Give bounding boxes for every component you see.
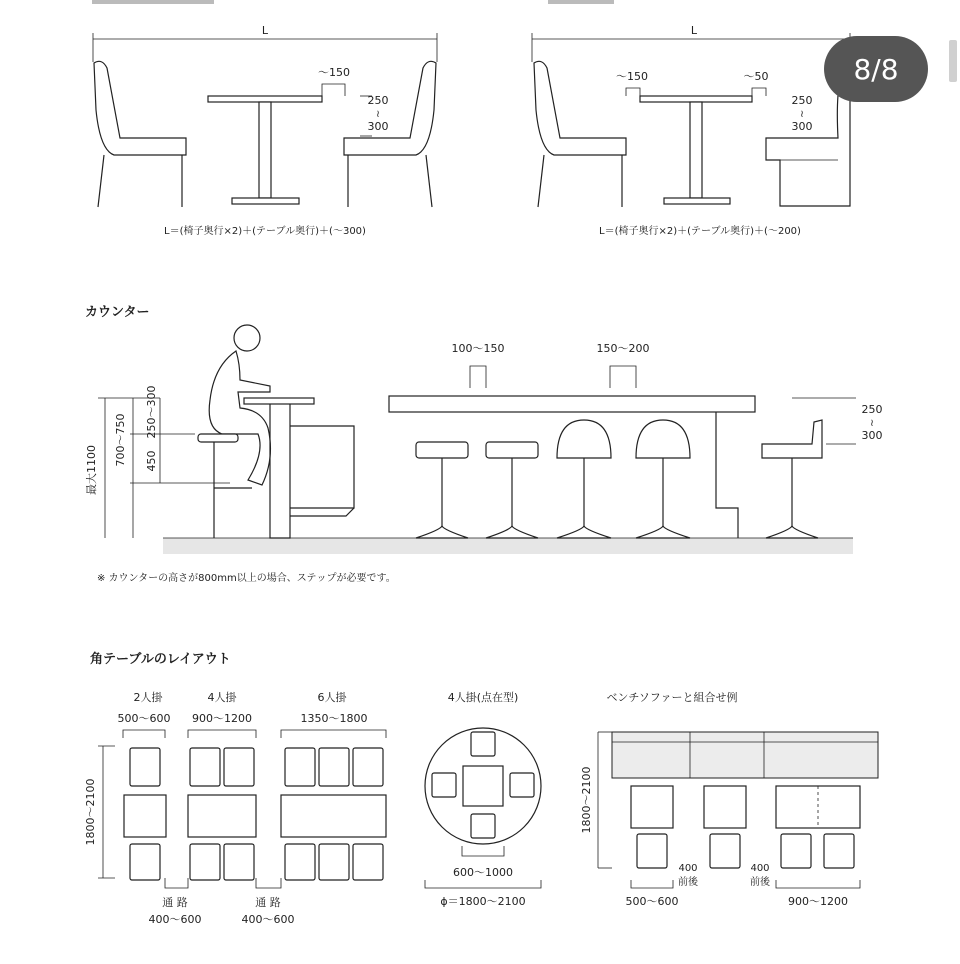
counter-cabinet [290, 426, 354, 508]
bar-stool-1 [416, 442, 468, 458]
gap-dim-1 [470, 366, 486, 388]
bar-stool-back [762, 420, 822, 458]
aisle-width-2: 400〜600 [241, 913, 295, 926]
bench-table-2 [704, 786, 746, 828]
top-right-table-diagram [532, 24, 850, 237]
dot-table [463, 766, 503, 806]
dim-6 [281, 730, 386, 738]
seat [285, 844, 315, 880]
seat [353, 748, 383, 786]
col-4-width: 900〜1200 [192, 712, 252, 725]
col-6-label: 6人掛 [317, 691, 347, 704]
chair-left [94, 61, 186, 155]
bench-gap-2a: 400 [750, 863, 770, 874]
col-2-label: 2人掛 [133, 691, 163, 704]
col-6-width: 1350〜1800 [300, 712, 368, 725]
formula-right: L＝(椅子奥行×2)＋(テーブル奥行)＋(〜200) [599, 226, 801, 237]
table-pedestal [259, 102, 271, 198]
gap-dim-50 [752, 88, 766, 96]
seat [781, 834, 811, 868]
chair-right [344, 61, 436, 155]
counter-section [84, 305, 883, 584]
floor [163, 538, 853, 554]
height-label-250: 250 [367, 94, 389, 107]
chair-left [534, 61, 626, 155]
stool-base [557, 526, 611, 538]
bench-gap-1b: 前後 [678, 877, 698, 888]
counter-title: カウンター [85, 305, 150, 320]
aisle-width-1: 400〜600 [148, 913, 202, 926]
gap-label-left: 〜150 [616, 70, 648, 83]
table-top [208, 96, 322, 102]
table-base [232, 198, 299, 204]
bench-w1-dim [631, 880, 673, 888]
seat [285, 748, 315, 786]
chair-leg [98, 155, 104, 207]
counter-step [290, 508, 354, 516]
seat [319, 748, 349, 786]
formula-left: L＝(椅子奥行×2)＋(テーブル奥行)＋(〜300) [164, 226, 366, 237]
seat [130, 748, 160, 786]
seat [710, 834, 740, 868]
table-pedestal [690, 102, 702, 198]
person-head [234, 325, 260, 351]
height-label-300: 300 [367, 120, 389, 133]
tilde-mark: ≀ [870, 418, 874, 429]
table-top [640, 96, 752, 102]
top-left-table-diagram [93, 24, 437, 237]
dot-inner-label: 600〜1000 [453, 866, 513, 879]
col-4-label: 4人掛 [207, 691, 237, 704]
chair-leg [538, 155, 544, 207]
cropped-heading-left [92, 0, 214, 4]
seat-range-label: 700〜750 [114, 413, 127, 467]
foot-height-label: 450 [145, 450, 158, 472]
table-base [664, 198, 730, 204]
counter-leg [716, 412, 738, 538]
bar-stool-3 [557, 420, 611, 458]
gap-label-1: 100〜150 [451, 342, 505, 355]
bench-width-2: 900〜1200 [788, 895, 848, 908]
chair-leg [426, 155, 432, 207]
aisle-label-2: 通 路 [255, 896, 281, 909]
dim-L-label-right: L [690, 24, 698, 37]
cropped-heading-right [548, 0, 614, 4]
table-2 [124, 795, 166, 837]
dim-2 [123, 730, 165, 738]
scrollbar-thumb[interactable] [949, 40, 957, 82]
seated-person [209, 325, 270, 485]
seat [637, 834, 667, 868]
dot-outer-dim [425, 880, 541, 888]
table-6 [281, 795, 386, 837]
stool-base [486, 526, 538, 538]
height-label-250: 250 [791, 94, 813, 107]
dim-4 [188, 730, 256, 738]
seat [471, 814, 495, 838]
stool-base [766, 526, 818, 538]
aisle-label-1: 通 路 [162, 896, 188, 909]
dim-L-label: L [261, 24, 269, 37]
gap-label: 〜150 [318, 66, 350, 79]
seat [824, 834, 854, 868]
bench-w2-dim [776, 880, 860, 888]
dot-inner-dim [462, 846, 504, 856]
max-height-label: 最大1100 [85, 445, 98, 495]
dot-layout-label: 4人掛(点在型) [447, 691, 519, 704]
counter-post [270, 404, 290, 538]
counter-top-main [389, 396, 755, 412]
gap-dim-150 [626, 88, 640, 96]
tilde-mark: ≀ [376, 109, 380, 120]
bench-height-label: 1800〜2100 [580, 766, 593, 834]
right-height-250: 250 [861, 403, 883, 416]
dot-outer-label: ϕ＝1800〜2100 [440, 895, 526, 908]
aisle-dim-1 [165, 878, 188, 888]
seat [432, 773, 456, 797]
person-body [209, 351, 270, 485]
right-height-300: 300 [861, 429, 883, 442]
layout-height: 1800〜2100 [84, 778, 97, 846]
bench-gap-1a: 400 [678, 863, 698, 874]
gap-label-2: 150〜200 [596, 342, 650, 355]
seat [224, 844, 254, 880]
tilde-mark: ≀ [800, 109, 804, 120]
stool-base [416, 526, 468, 538]
aisle-dim-2 [256, 878, 281, 888]
seat [190, 844, 220, 880]
stool-base [636, 526, 690, 538]
bench-width-1: 500〜600 [625, 895, 679, 908]
counter-note: ※ カウンターの高さが800mm以上の場合、ステップが必要です。 [97, 573, 396, 584]
seat [319, 844, 349, 880]
seat [471, 732, 495, 756]
seat [190, 748, 220, 786]
seat [510, 773, 534, 797]
bar-stool-2 [486, 442, 538, 458]
layout-title: 角テーブルのレイアウト [90, 652, 231, 667]
page-indicator-badge: 8/8 [824, 36, 928, 102]
seat [353, 844, 383, 880]
seat [130, 844, 160, 880]
bench-label: ベンチソファーと組合せ例 [606, 691, 738, 704]
bench-gap-2b: 前後 [750, 877, 770, 888]
gap-dim-2 [610, 366, 636, 388]
table-layout-section [84, 651, 878, 926]
table-4 [188, 795, 256, 837]
bench-table-1 [631, 786, 673, 828]
gap-label-right: 〜50 [743, 70, 769, 83]
stool-seat [198, 434, 238, 442]
height-label-300: 300 [791, 120, 813, 133]
gap-dim-150 [322, 84, 345, 96]
col-2-width: 500〜600 [117, 712, 171, 725]
bar-stool-4 [636, 420, 690, 458]
bench-sofa-strip [612, 732, 878, 778]
upper-range-label: 250〜300 [145, 385, 158, 439]
counter-top-left [244, 398, 314, 404]
seat [224, 748, 254, 786]
